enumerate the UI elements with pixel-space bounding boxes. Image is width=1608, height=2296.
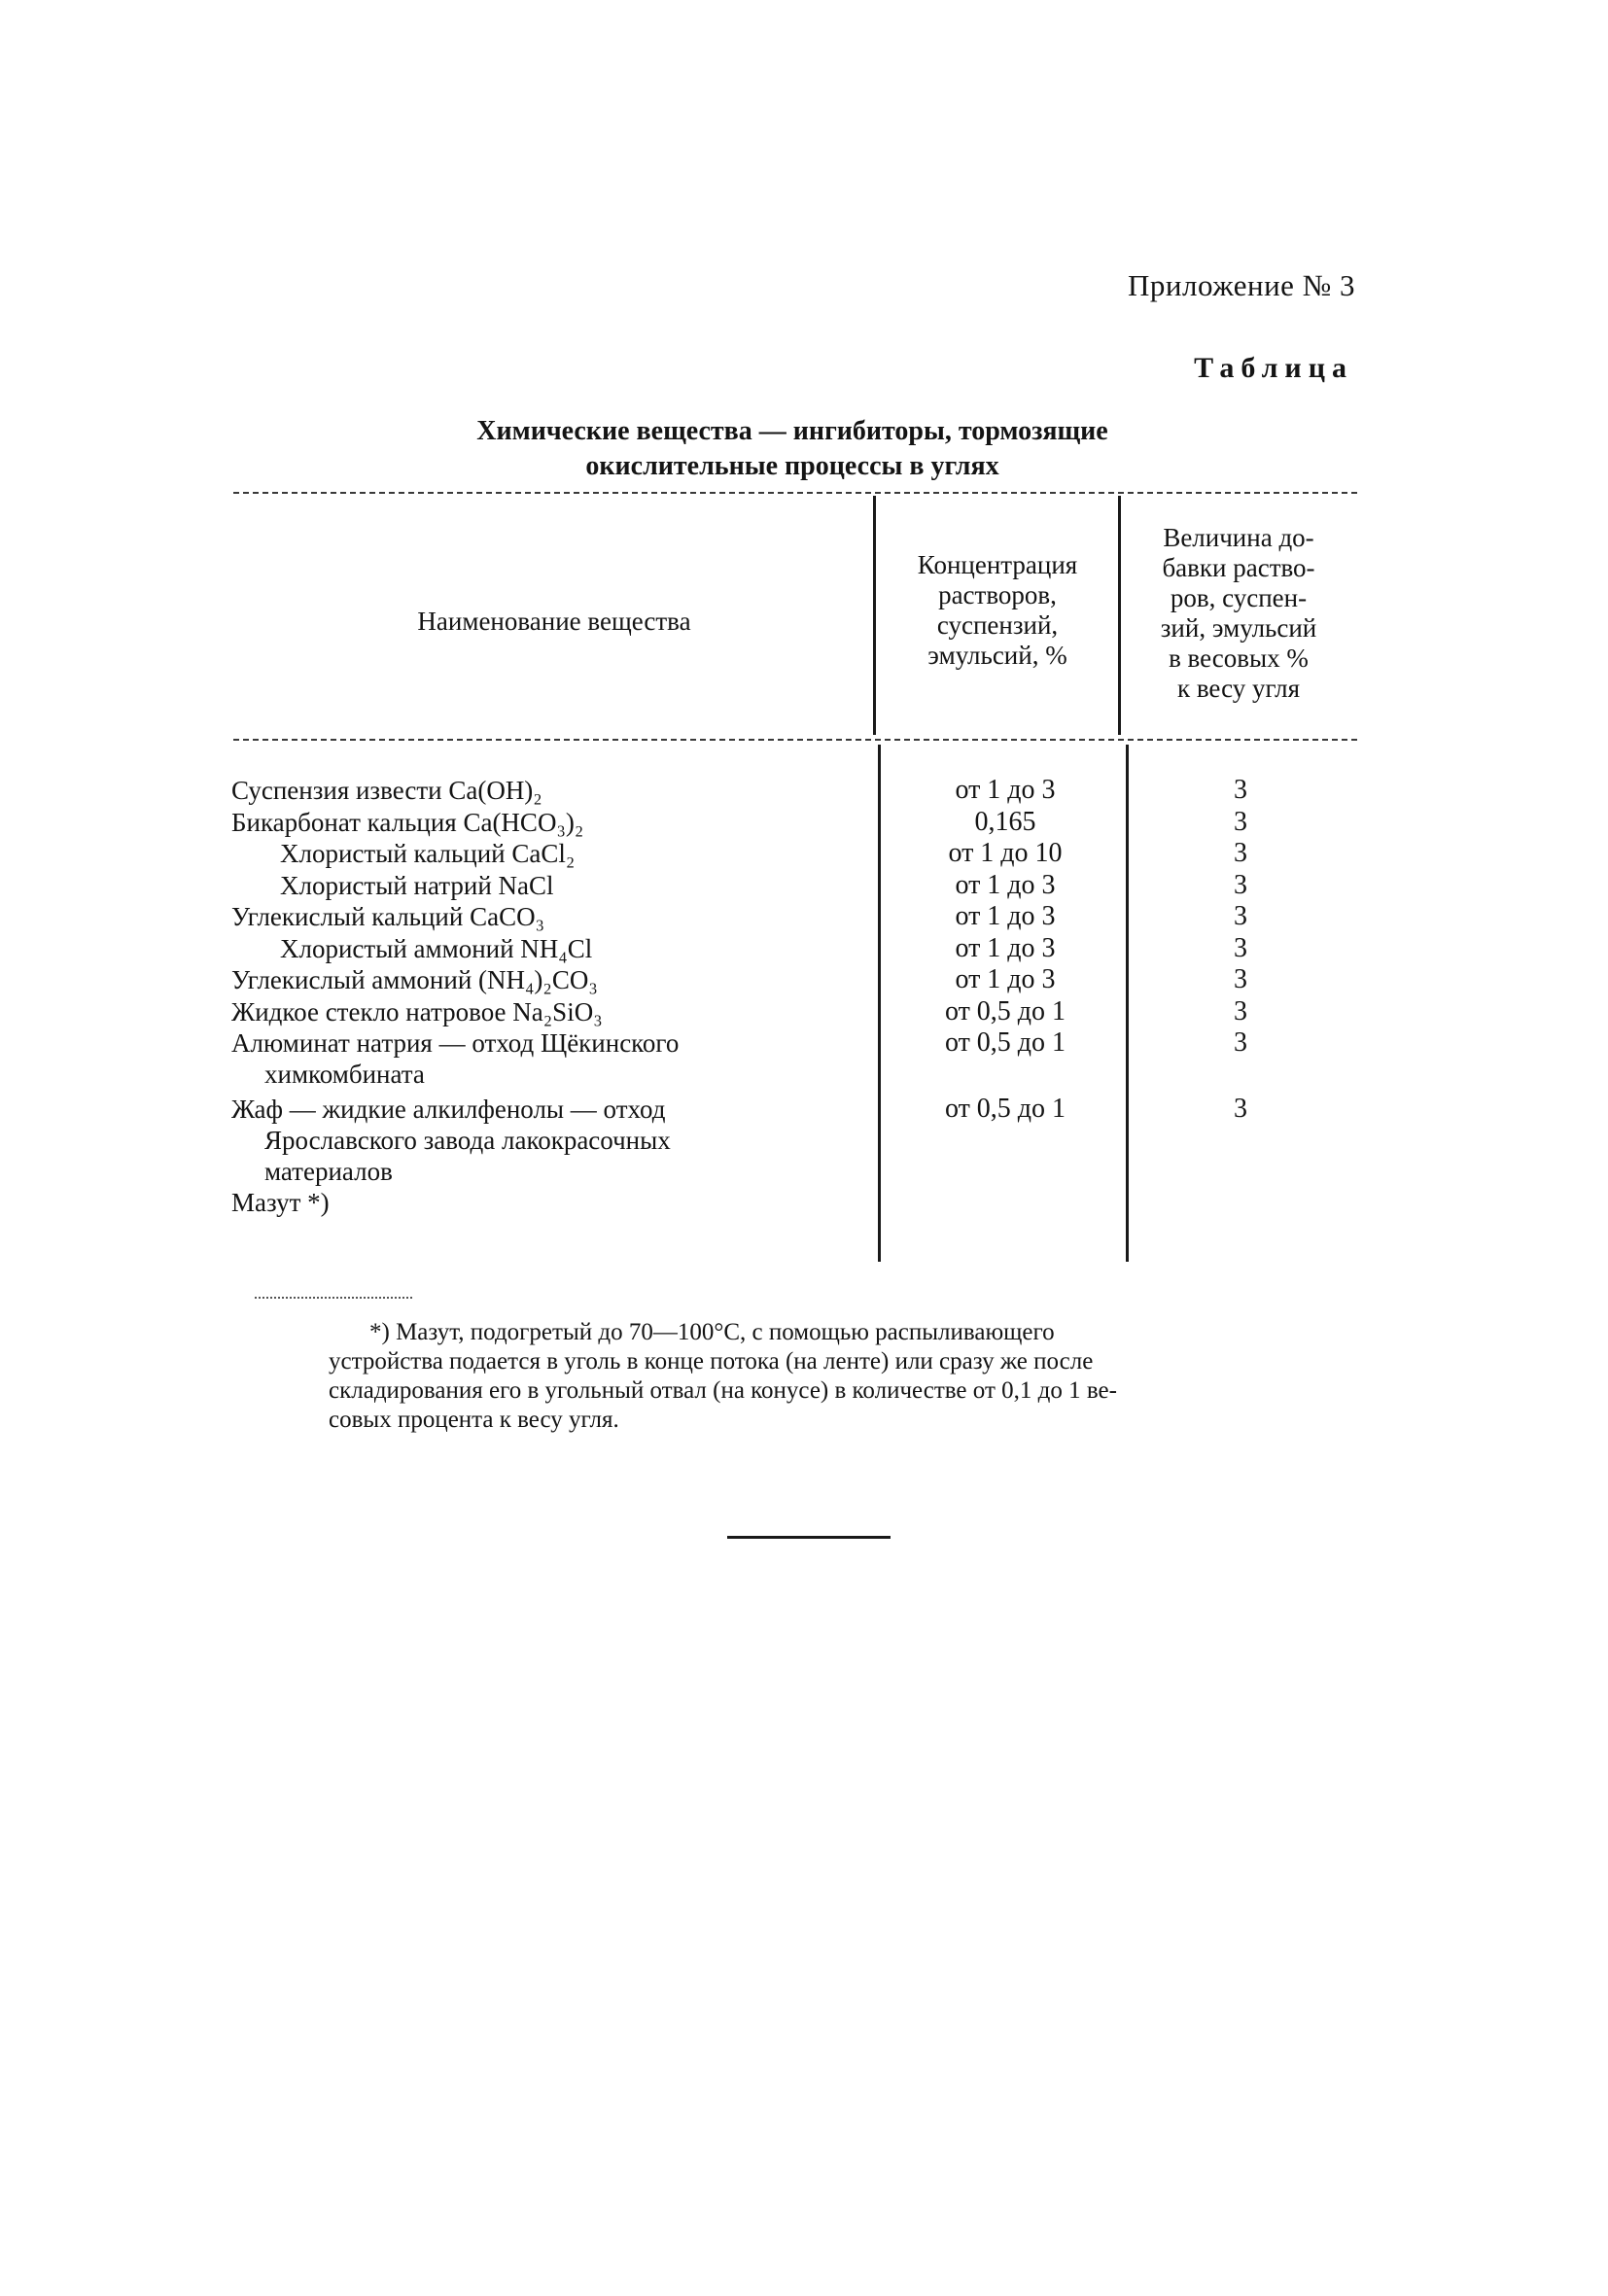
- header-line: эмульсий, %: [927, 641, 1067, 670]
- header-line: зий, эмульсий: [1160, 613, 1317, 643]
- cell-name: Суспензия извести Ca(OH)₂: [231, 776, 542, 805]
- table-title: [379, 414, 1206, 484]
- cell-name-line: материалов: [264, 1157, 393, 1186]
- cell-concentration: от 1 до 3: [955, 964, 1056, 994]
- table-row: [231, 1094, 1359, 1187]
- cell-concentration: от 0,5 до 1: [944, 1027, 1066, 1058]
- cell-name: Хлористый кальций CaCl₂: [280, 839, 576, 868]
- table-header-rule: [233, 739, 1357, 741]
- cell-addition: 3: [1234, 806, 1247, 837]
- cell-name: Углекислый кальций CaCO₃: [231, 902, 544, 931]
- footnote: [329, 1318, 1371, 1435]
- cell-addition: 3: [1234, 901, 1247, 931]
- column-divider: [873, 496, 876, 735]
- cell-concentration: 0,165: [974, 806, 1036, 837]
- table-body: [231, 775, 1359, 1219]
- cell-name-line: Алюминат натрия — отход Щёкинского: [231, 1028, 680, 1058]
- cell-addition: 3: [1234, 932, 1247, 963]
- header-line: растворов,: [938, 580, 1057, 609]
- appendix-label: Приложение № 3: [1128, 268, 1355, 302]
- cell-name-line: Ярославского завода лакокрасочных: [264, 1126, 671, 1155]
- table-row: [231, 901, 1359, 933]
- table-top-rule: [233, 492, 1357, 494]
- cell-name-line: химкомбината: [264, 1060, 425, 1089]
- table-label: Таблица: [1194, 352, 1353, 384]
- header-line: Концентрация: [917, 550, 1078, 579]
- cell-concentration: от 1 до 3: [955, 869, 1056, 900]
- header-name: Наименование вещества: [417, 607, 691, 636]
- header-addition: [1120, 523, 1357, 704]
- cell-name: Бикарбонат кальция Ca(HCO₃)₂: [231, 807, 584, 837]
- cell-name: Хлористый аммоний NH₄Cl: [280, 933, 593, 963]
- table-row: [231, 1187, 1359, 1219]
- cell-addition: 3: [1234, 995, 1247, 1026]
- cell-concentration: от 1 до 3: [955, 775, 1056, 805]
- footnote-separator: [255, 1297, 412, 1299]
- header-line: бавки раство-: [1162, 553, 1315, 582]
- cell-concentration: от 0,5 до 1: [944, 995, 1066, 1026]
- cell-name: Углекислый аммоний (NH₄)₂CO₃: [231, 965, 598, 994]
- table-title-line: Химические вещества — ингибиторы, тормозящие: [476, 416, 1108, 446]
- cell-concentration: от 1 до 10: [948, 838, 1063, 868]
- cell-name: Хлористый натрий NaCl: [280, 870, 554, 900]
- footnote-line: совых процента к весу угля.: [329, 1407, 619, 1433]
- footnote-line: складирования его в угольный отвал (на конусе) в количестве от 0,1 до 1 ве-: [329, 1377, 1117, 1404]
- cell-concentration: от 1 до 3: [955, 932, 1056, 963]
- footnote-line: устройства подается в уголь в конце потока (на ленте) или сразу же после: [329, 1348, 1094, 1374]
- cell-name: Жидкое стекло натровое Na₂SiO₃: [231, 996, 603, 1026]
- header-line: ров, суспен-: [1170, 583, 1308, 612]
- table-row: [231, 775, 1359, 807]
- table-row: [231, 964, 1359, 996]
- header-line: в весовых %: [1169, 644, 1309, 673]
- table-row: [231, 996, 1359, 1028]
- cell-concentration: от 1 до 3: [955, 901, 1056, 931]
- table-row: [231, 933, 1359, 965]
- table-title-line: окислительные процессы в углях: [585, 451, 999, 481]
- cell-addition: 3: [1234, 869, 1247, 900]
- header-concentration: [879, 550, 1116, 671]
- cell-name: [231, 1094, 844, 1187]
- cell-addition: 3: [1234, 838, 1247, 868]
- end-rule: [727, 1536, 891, 1539]
- cell-addition: 3: [1234, 964, 1247, 994]
- footnote-line: *) Мазут, подогретый до 70—100°С, с помощью распыливающего: [369, 1319, 1055, 1345]
- header-line: суспензий,: [936, 610, 1059, 640]
- table-row: [231, 807, 1359, 839]
- cell-name: [231, 1027, 844, 1090]
- cell-name: Мазут *): [231, 1188, 330, 1217]
- header-line: Величина до-: [1163, 523, 1314, 552]
- cell-addition: 3: [1234, 1027, 1247, 1058]
- table-row: [231, 838, 1359, 870]
- header-line: к весу угля: [1176, 674, 1301, 703]
- table-row: [231, 870, 1359, 902]
- table-row: [231, 1027, 1359, 1090]
- cell-concentration: от 0,5 до 1: [944, 1094, 1066, 1124]
- cell-addition: 3: [1234, 1094, 1247, 1124]
- cell-name-line: Жаф — жидкие алкилфенолы — отход: [231, 1095, 666, 1124]
- cell-addition: 3: [1234, 775, 1247, 805]
